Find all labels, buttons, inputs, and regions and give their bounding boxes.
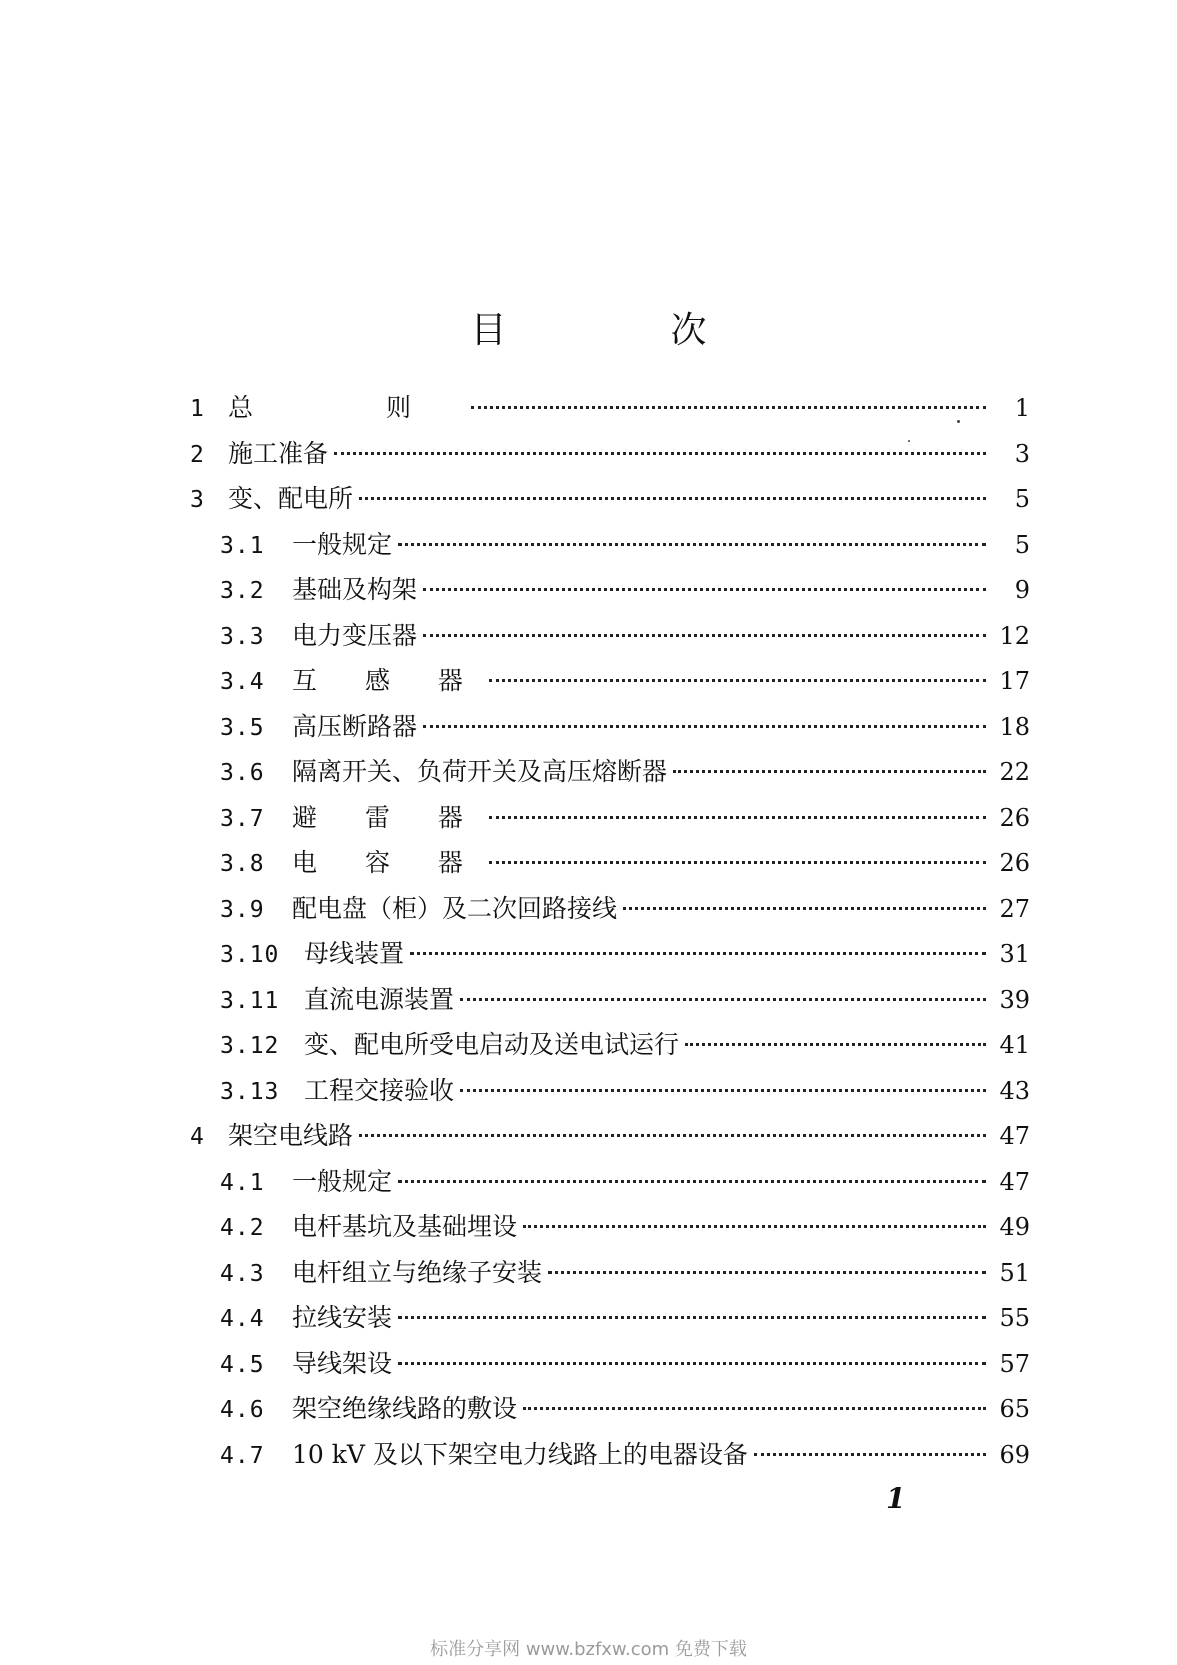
leader-dots (523, 1225, 986, 1228)
page-number: 27 (999, 894, 1030, 923)
toc-entry (190, 1394, 1030, 1440)
section-title: 基础及构架 (292, 575, 418, 604)
toc-entry (190, 848, 1030, 894)
page-number: 55 (999, 1304, 1030, 1332)
section-number: 3 (190, 487, 205, 513)
section-number: 3.6 (220, 760, 265, 786)
leader-dots (685, 1043, 986, 1046)
section-title: 变、配电所 (228, 484, 354, 513)
leader-dots (398, 543, 986, 546)
section-number: 4.5 (220, 1351, 265, 1378)
section-title: 总 则 (228, 393, 466, 422)
section-title: 电 容 器 (292, 848, 483, 877)
toc-entry (190, 1212, 1030, 1258)
section-number: 3.9 (220, 896, 265, 923)
toc-entry (190, 530, 1030, 576)
table-of-contents (190, 393, 1030, 1485)
page-number: 47 (999, 1167, 1030, 1196)
site-watermark: 标准分享网 www.bzfxw.com 免费下载 (430, 1639, 747, 1660)
toc-entry (190, 894, 1030, 940)
section-title: 施工准备 (228, 438, 329, 468)
page-number: 49 (999, 1213, 1030, 1241)
section-title: 直流电源装置 (304, 984, 455, 1014)
leader-dots (398, 1316, 986, 1319)
leader-dots (410, 952, 986, 955)
section-title: 电杆组立与绝缘子安装 (292, 1257, 543, 1287)
toc-entry (190, 393, 1030, 439)
page-number: 17 (999, 667, 1030, 695)
scan-speck (908, 440, 910, 442)
toc-entry (190, 939, 1030, 985)
section-title: 隔离开关、负荷开关及高压熔断器 (292, 757, 668, 786)
section-number: 4.2 (220, 1215, 265, 1241)
section-title: 互 感 器 (292, 666, 483, 695)
toc-entry (190, 1167, 1030, 1213)
section-title: 10 kV 及以下架空电力线路上的电器设备 (292, 1439, 748, 1469)
toc-entry (190, 1349, 1030, 1395)
leader-dots (398, 1362, 986, 1365)
section-number: 4.7 (220, 1442, 265, 1469)
leader-dots (623, 907, 986, 910)
toc-entry (190, 666, 1030, 712)
page-number: 47 (999, 1122, 1030, 1150)
section-number: 3.13 (220, 1078, 280, 1105)
section-title: 工程交接验收 (304, 1075, 455, 1105)
page-number: 31 (999, 940, 1030, 968)
section-title: 拉线安装 (292, 1303, 393, 1332)
section-title: 架空绝缘线路的敷设 (292, 1394, 518, 1423)
section-number: 4.6 (220, 1397, 265, 1423)
section-title: 变、配电所受电启动及送电试运行 (304, 1030, 680, 1059)
page-number: 26 (999, 849, 1030, 877)
page-number: 43 (999, 1076, 1030, 1105)
leader-dots (423, 725, 986, 728)
section-number: 4.4 (220, 1306, 265, 1332)
leader-dots (489, 861, 986, 864)
page-number: 39 (999, 985, 1030, 1014)
leader-dots (673, 770, 986, 773)
section-title: 避 雷 器 (292, 802, 483, 832)
page-number: 69 (999, 1440, 1030, 1469)
section-number: 3.8 (220, 851, 265, 877)
leader-dots (460, 998, 986, 1001)
toc-entry (190, 575, 1030, 621)
section-title: 架空电线路 (228, 1121, 354, 1150)
section-title: 电力变压器 (292, 620, 418, 650)
leader-dots (398, 1180, 986, 1183)
leader-dots (359, 497, 986, 500)
leader-dots (359, 1134, 986, 1137)
toc-entry (190, 985, 1030, 1031)
toc-entry (190, 803, 1030, 849)
toc-entry (190, 1076, 1030, 1122)
toc-entry (190, 757, 1030, 803)
toc-entry (190, 1121, 1030, 1167)
page-number: 12 (999, 621, 1030, 650)
leader-dots (460, 1089, 986, 1092)
section-title: 高压断路器 (292, 711, 418, 741)
leader-dots (754, 1453, 986, 1456)
page-folio: 1 (886, 1482, 906, 1515)
page-number: 18 (999, 712, 1030, 741)
page-number: 5 (1014, 530, 1030, 559)
section-title: 导线架设 (292, 1348, 393, 1378)
toc-entry (190, 1258, 1030, 1304)
toc-entry (190, 1030, 1030, 1076)
section-title: 配电盘（柜）及二次回路接线 (292, 893, 618, 923)
page-number: 65 (999, 1395, 1030, 1423)
section-number: 3.11 (220, 987, 280, 1014)
toc-entry (190, 484, 1030, 530)
page-number: 1 (1014, 394, 1030, 422)
page-number: 26 (999, 803, 1030, 832)
section-title: 母线装置 (304, 939, 405, 968)
scan-speck (458, 1317, 460, 1319)
leader-dots (523, 1407, 986, 1410)
page-number: 22 (999, 758, 1030, 786)
section-title: 电杆基坑及基础埋设 (292, 1212, 518, 1241)
section-number: 2 (190, 441, 205, 468)
page-number: 41 (999, 1031, 1030, 1059)
page-title: 目 次 (470, 310, 771, 351)
page-number: 51 (999, 1258, 1030, 1287)
leader-dots (423, 588, 986, 591)
leader-dots (489, 679, 986, 682)
section-number: 3.7 (220, 805, 265, 832)
section-number: 3.2 (220, 578, 265, 604)
section-number: 3.4 (220, 669, 265, 695)
section-title: 一般规定 (292, 1166, 393, 1196)
toc-entry (190, 1303, 1030, 1349)
leader-dots (471, 406, 986, 409)
section-number: 4.1 (220, 1169, 265, 1196)
page-number: 9 (1014, 576, 1030, 604)
section-number: 3.1 (220, 532, 265, 559)
leader-dots (334, 452, 986, 455)
page-number: 5 (1014, 485, 1030, 513)
page-number: 57 (999, 1349, 1030, 1378)
leader-dots (548, 1271, 986, 1274)
scan-speck (957, 420, 960, 423)
section-number: 3.10 (220, 942, 280, 968)
toc-entry (190, 621, 1030, 667)
page-number: 3 (1014, 439, 1030, 468)
section-number: 1 (190, 396, 205, 422)
section-number: 3.3 (220, 623, 265, 650)
toc-entry (190, 712, 1030, 758)
toc-entry (190, 1440, 1030, 1486)
leader-dots (489, 816, 986, 819)
section-number: 3.5 (220, 714, 265, 741)
section-number: 4.3 (220, 1260, 265, 1287)
leader-dots (423, 634, 986, 637)
section-title: 一般规定 (292, 529, 393, 559)
toc-entry (190, 439, 1030, 485)
section-number: 4 (190, 1124, 205, 1150)
section-number: 3.12 (220, 1033, 280, 1059)
